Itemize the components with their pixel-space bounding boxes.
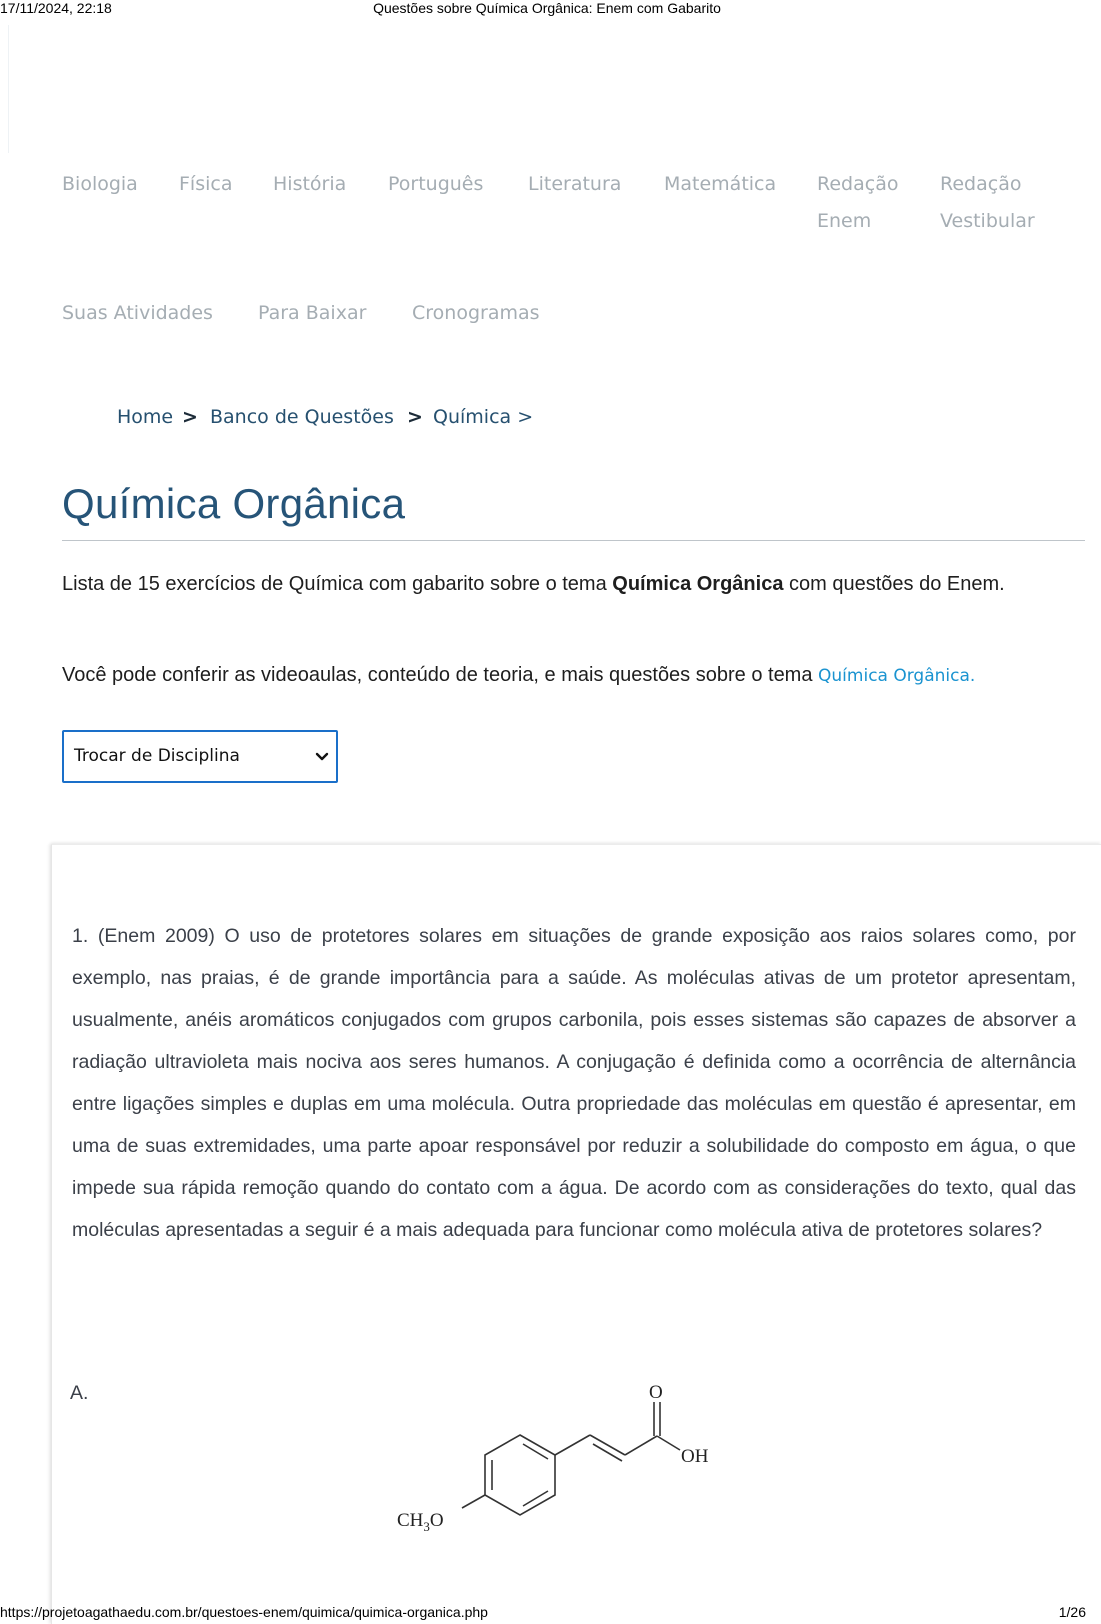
breadcrumb-subject[interactable]: Química > <box>433 406 534 428</box>
print-page-number: 1/26 <box>1058 1604 1086 1620</box>
hydroxyl-bond <box>657 1436 680 1450</box>
oxygen-label: O <box>649 1382 663 1403</box>
breadcrumb <box>117 406 617 436</box>
ring-double-bond <box>523 1491 548 1506</box>
question-1 <box>72 915 1076 1251</box>
breadcrumb-home[interactable]: Home <box>117 406 174 428</box>
chevron-down-icon <box>314 748 330 764</box>
nav-link-redacao-vestibular[interactable] <box>940 166 1035 240</box>
methoxy-subscript: 3 <box>423 1519 430 1534</box>
print-doc-title: Questões sobre Química Orgânica: Enem com Gabarito <box>373 0 721 16</box>
print-url: https://projetoagathaedu.com.br/questoes-enem/quimica/quimica-organica.php <box>0 1604 488 1620</box>
print-datetime: 17/11/2024, 22:18 <box>0 0 112 16</box>
nav-link-fisica[interactable]: Física <box>179 173 233 195</box>
ring-double-bond <box>523 1444 548 1459</box>
side-chain-bond <box>625 1436 657 1455</box>
breadcrumb-separator: > <box>407 406 423 428</box>
nav-link-redacao-enem[interactable] <box>817 166 898 240</box>
nav-link-para-baixar[interactable]: Para Baixar <box>258 302 367 324</box>
question-text: 1. (Enem 2009) O uso de protetores solares em situações de grande exposição aos raios solares como, por exemplo, nas praias, é de grande importância para a saúde. As moléculas ativas de um protetor apresentam, usualmente, anéis aromáticos conjugados com grupos carbonila, pois esses sistemas são capazes de absorver a radiação ultravioleta mais nociva aos seres humanos. A conjugação é definida como a ocorrência de alternância entre ligações simples e duplas em uma molécula. Outra propriedade das moléculas em questão é apresentar, em uma de suas extremidades, uma parte apoar responsável por reduzir a solubilidade do composto em água, o que impede sua rápida remoção quando do contato com a água. De acordo com as considerações do texto, qual das moléculas apresentadas a seguir é a mais adequada para funcionar como molécula ativa de protetores solares? <box>72 925 1076 1241</box>
breadcrumb-question-bank[interactable]: Banco de Questões <box>210 406 394 428</box>
intro-more-text: Você pode conferir as videoaulas, conteúdo de teoria, e mais questões sobre o tema <box>62 664 819 686</box>
nav-link-redacao-vestibular-line1: Redação <box>940 173 1022 195</box>
nav-link-redacao-vestibular-line2: Vestibular <box>940 210 1035 232</box>
breadcrumb-separator: > <box>182 406 198 428</box>
nav-link-portugues[interactable]: Português <box>388 173 484 195</box>
option-a-label[interactable]: A. <box>70 1382 89 1404</box>
nav-link-redacao-enem-line2: Enem <box>817 210 872 232</box>
site-header-area <box>8 25 1068 153</box>
nav-link-matematica[interactable]: Matemática <box>664 173 777 195</box>
intro-paragraph <box>62 568 1072 601</box>
methoxy-label <box>397 1510 444 1534</box>
title-divider <box>62 540 1085 541</box>
benzene-ring-bond <box>485 1435 555 1515</box>
alkene-double-bond-inner <box>593 1444 622 1461</box>
intro-topic: Química Orgânica <box>612 573 784 595</box>
nav-link-redacao-enem-line1: Redação <box>817 173 899 195</box>
discipline-select-value: Trocar de Disciplina <box>74 746 240 766</box>
print-footer <box>0 1604 1094 1622</box>
side-chain-bond <box>555 1435 590 1455</box>
print-header <box>0 0 1094 16</box>
intro-more-paragraph <box>62 664 1092 687</box>
nav-link-suas-atividades[interactable]: Suas Atividades <box>62 302 213 324</box>
molecule-option-a-image[interactable] <box>397 1380 745 1550</box>
page-title: Química Orgânica <box>62 480 406 527</box>
nav-link-literatura[interactable]: Literatura <box>528 173 622 195</box>
nav-link-biologia[interactable]: Biologia <box>62 173 138 195</box>
nav-link-historia[interactable]: História <box>273 173 347 195</box>
hydroxyl-label: OH <box>681 1446 709 1467</box>
nav-link-cronogramas[interactable]: Cronogramas <box>412 302 540 324</box>
topic-link[interactable]: Química Orgânica. <box>818 666 976 686</box>
intro-suffix: com questões do Enem. <box>783 573 1005 595</box>
intro-prefix: Lista de 15 exercícios de Química com gabarito sobre o tema <box>62 573 613 595</box>
methoxy-bond <box>462 1495 485 1508</box>
discipline-select[interactable] <box>62 730 338 783</box>
methoxy-o: O <box>429 1510 444 1531</box>
main-nav <box>62 166 1092 336</box>
methoxy-ch: CH <box>397 1510 424 1531</box>
